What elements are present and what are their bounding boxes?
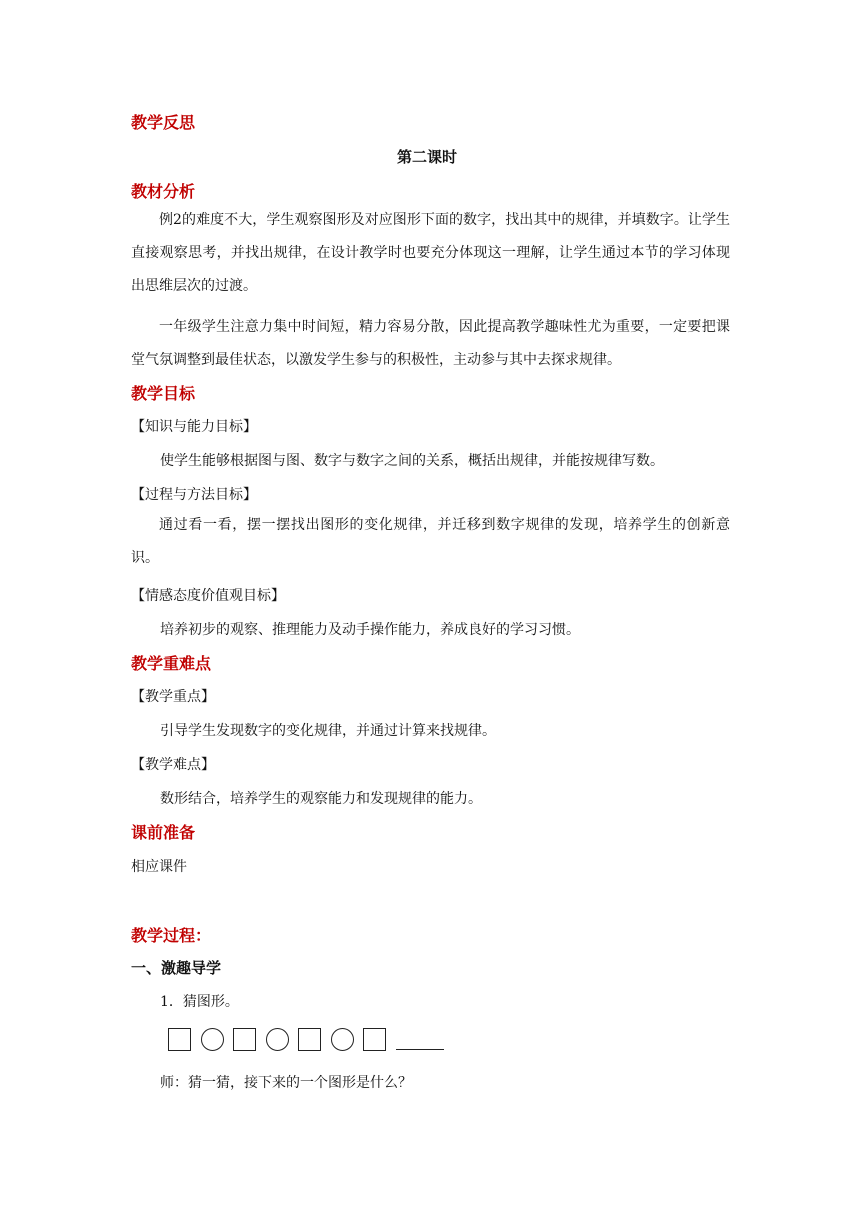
square-shape — [168, 1028, 191, 1051]
shape-sequence — [168, 1026, 448, 1054]
answer-blank — [396, 1049, 444, 1050]
emotion-objective-text: 培养初步的观察、推理能力及动手操作能力，养成良好的学习习惯。 — [160, 622, 580, 638]
preparation-text: 相应课件 — [131, 859, 187, 875]
material-analysis-paragraph-2: 一年级学生注意力集中时间短，精力容易分散，因此提高教学趣味性尤为重要，一定要把课堂气氛调整到最佳状态，以激发学生参与的积极性，主动参与其中去探求规律。 — [131, 319, 730, 368]
heading-objectives: 教学目标 — [131, 384, 196, 403]
focus-text: 引导学生发现数字的变化规律，并通过计算来找规律。 — [160, 723, 496, 739]
heading-preparation: 课前准备 — [131, 823, 196, 842]
process-objective-label: 【过程与方法目标】 — [131, 487, 257, 503]
section-one-heading: 一、激趣导学 — [131, 959, 222, 977]
circle-shape — [201, 1028, 224, 1051]
process-objective-text: 通过看一看，摆一摆找出图形的变化规律，并迁移到数字规律的发现，培养学生的创新意识。 — [131, 517, 730, 566]
focus-label: 【教学重点】 — [131, 689, 215, 705]
teacher-question: 师：猜一猜，接下来的一个图形是什么？ — [160, 1075, 412, 1091]
heading-process: 教学过程： — [131, 926, 212, 945]
knowledge-objective-text: 使学生能够根据图与图、数字与数字之间的关系，概括出规律，并能按规律写数。 — [160, 453, 664, 469]
difficulty-text: 数形结合，培养学生的观察能力和发现规律的能力。 — [160, 791, 482, 807]
process-item-1: 1．猜图形。 — [160, 994, 239, 1010]
circle-shape — [266, 1028, 289, 1051]
square-shape — [233, 1028, 256, 1051]
material-analysis-paragraph-1: 例2的难度不大，学生观察图形及对应图形下面的数字，找出其中的规律，并填数字。让学生直接观察思考，并找出规律，在设计教学时也要充分体现这一理解，让学生通过本节的学习体现出思维层次的过渡。 — [131, 212, 730, 294]
square-shape — [363, 1028, 386, 1051]
heading-reflection: 教学反思 — [131, 113, 196, 132]
knowledge-objective-label: 【知识与能力目标】 — [131, 419, 257, 435]
heading-material-analysis: 教材分析 — [131, 182, 196, 201]
heading-key-points: 教学重难点 — [131, 654, 212, 673]
emotion-objective-label: 【情感态度价值观目标】 — [131, 588, 285, 604]
lesson-title: 第二课时 — [397, 148, 458, 166]
circle-shape — [331, 1028, 354, 1051]
square-shape — [298, 1028, 321, 1051]
difficulty-label: 【教学难点】 — [131, 757, 215, 773]
